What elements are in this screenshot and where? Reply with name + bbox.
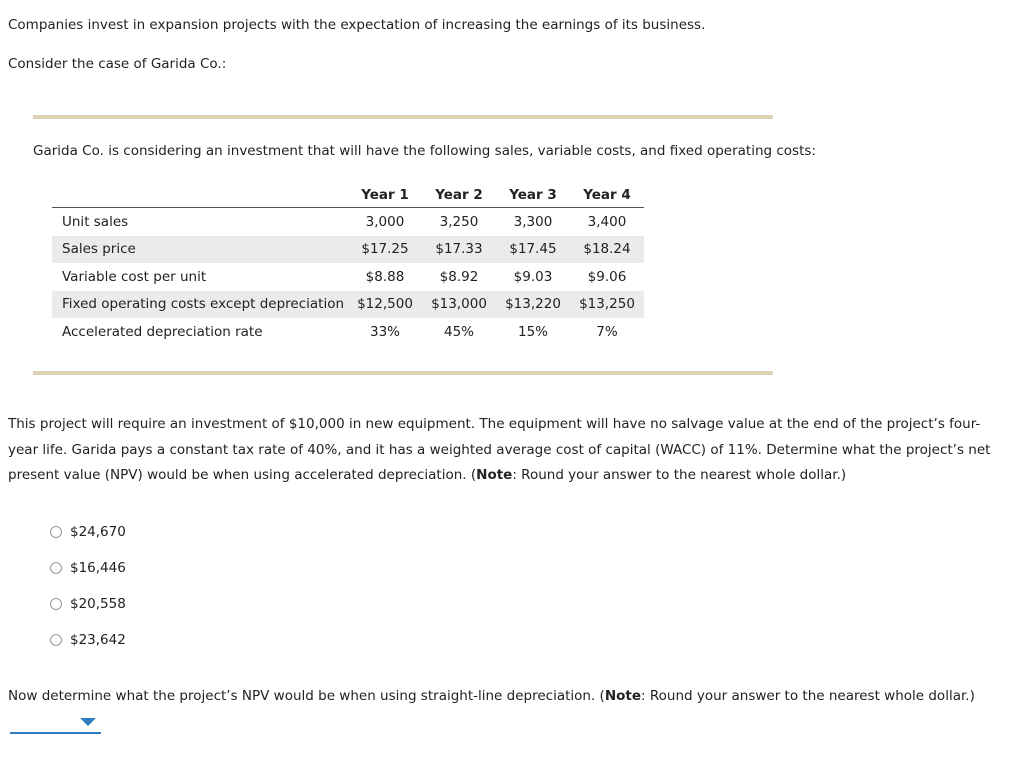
question-1-text: This project will require an investment of $10,000 in new equipment. The equipment will have no salvage value at the end of the project’s four-year life. Garida pays a constant tax rate of 40%, and it has a weighted average cost of capital (WACC) of 11%. Determine what the project’s net present value (NPV) would be when using accelerated depreciation. (Note: Round your answer to the nearest whole dollar.): [8, 416, 991, 483]
option-label: $24,670: [70, 524, 126, 540]
note-label: Note: [604, 688, 642, 704]
answer-option-3[interactable]: [50, 596, 126, 612]
cell-value: 3,250: [439, 213, 479, 230]
cell-value: 3,300: [513, 213, 553, 230]
header-year-4: Year 4: [583, 186, 631, 203]
answer-option-4[interactable]: [50, 632, 126, 648]
row-label: Fixed operating costs except depreciation: [52, 291, 348, 319]
cell-value: 45%: [443, 323, 474, 340]
header-year-2: Year 2: [435, 186, 483, 203]
option-label: $16,446: [70, 560, 126, 576]
cell-value: $18.24: [570, 236, 644, 264]
row-label: Accelerated depreciation rate: [62, 323, 263, 340]
cell-value: 33%: [369, 323, 400, 340]
cell-value: $13,000: [422, 291, 496, 319]
row-label: Unit sales: [62, 213, 129, 230]
table-row: [52, 263, 644, 291]
table-row: [52, 236, 644, 264]
header-year-1: Year 1: [361, 186, 409, 203]
table-row: [52, 291, 644, 319]
table-row: [52, 208, 644, 236]
cell-value: $17.33: [422, 236, 496, 264]
table-row: [52, 318, 644, 346]
radio-button[interactable]: [50, 598, 62, 610]
header-year-3: Year 3: [509, 186, 557, 203]
cell-value: $8.88: [365, 268, 405, 285]
radio-button[interactable]: [50, 634, 62, 646]
cell-value: $9.06: [587, 268, 627, 285]
intro-text: Companies invest in expansion projects with the expectation of increasing the earnings of its business.: [8, 17, 706, 33]
cell-value: 15%: [517, 323, 548, 340]
cell-value: 3,000: [365, 213, 405, 230]
case-description: Garida Co. is considering an investment that will have the following sales, variable costs, and fixed operating costs:: [33, 143, 816, 159]
cell-value: 7%: [596, 323, 618, 340]
cell-value: $17.45: [496, 236, 570, 264]
cell-value: 3,400: [587, 213, 627, 230]
cell-value: $13,250: [570, 291, 644, 319]
table-header-row: [52, 182, 644, 208]
case-intro-text: Consider the case of Garida Co.:: [8, 56, 227, 72]
cost-table: [52, 182, 644, 346]
answer-option-1[interactable]: [50, 524, 126, 540]
bottom-divider: [33, 371, 773, 375]
top-divider: [33, 115, 773, 119]
cell-value: $8.92: [439, 268, 479, 285]
cell-value: $13,220: [496, 291, 570, 319]
chevron-down-icon[interactable]: [80, 718, 96, 726]
note-label: Note: [476, 467, 513, 483]
option-label: $23,642: [70, 632, 126, 648]
option-label: $20,558: [70, 596, 126, 612]
row-label: Sales price: [52, 236, 348, 264]
question-2-text: Now determine what the project’s NPV would be when using straight-line depreciation. (Note: Round your answer to the nearest whole dollar.): [8, 688, 975, 704]
cell-value: $9.03: [513, 268, 553, 285]
cell-value: $17.25: [348, 236, 422, 264]
radio-button[interactable]: [50, 526, 62, 538]
answer-option-2[interactable]: [50, 560, 126, 576]
radio-button[interactable]: [50, 562, 62, 574]
cell-value: $12,500: [348, 291, 422, 319]
npv-answer-dropdown[interactable]: [10, 712, 101, 734]
row-label: Variable cost per unit: [62, 268, 207, 285]
